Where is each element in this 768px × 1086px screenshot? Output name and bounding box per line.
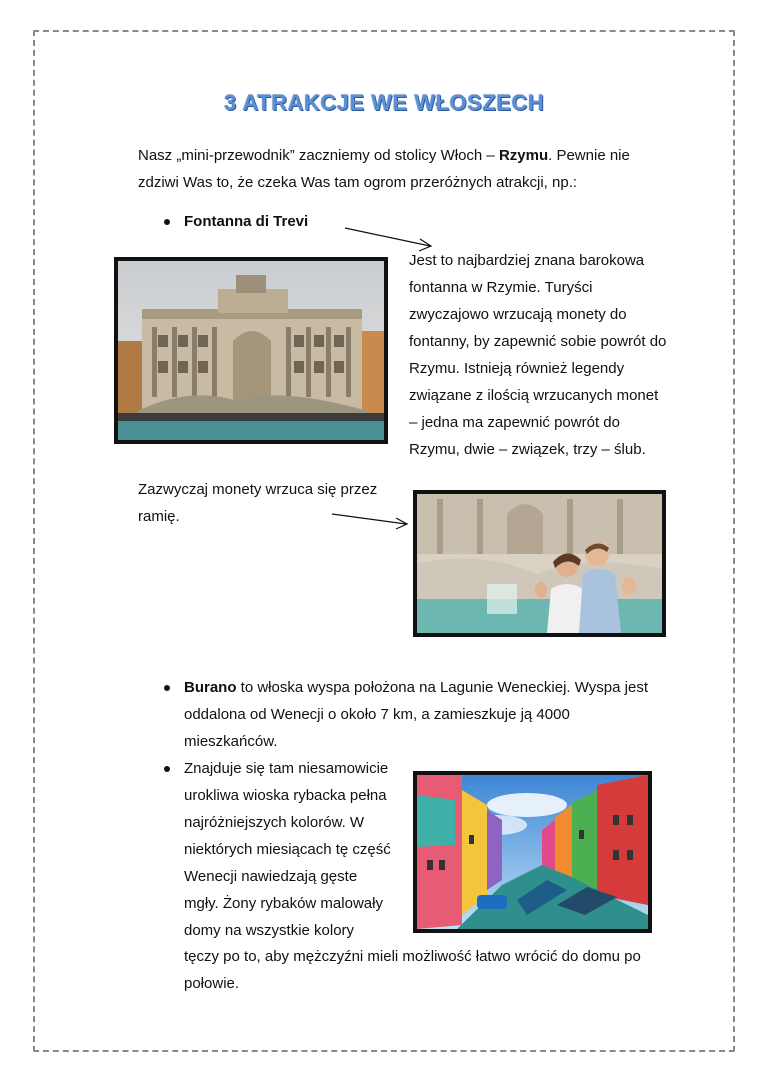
village-line: Znajduje się tam niesamowicie (184, 760, 389, 777)
trevi-line: zwyczajowo wrzucają monety do (409, 306, 627, 323)
village-line: Wenecji nawiedzają gęste (184, 868, 358, 885)
tourists-coin-image (417, 494, 662, 633)
burano-line-2: oddalona od Wenecji o około 7 km, a zamieszkuje ją 4000 (184, 706, 570, 723)
village-line: domy na wszystkie kolory (184, 922, 355, 939)
intro-bold-rome: Rzymu (498, 147, 549, 164)
bullet-icon (164, 685, 170, 691)
trevi-line: Rzymu, dwie – związek, trzy – ślub. (409, 441, 646, 458)
village-line: mgły. Żony rybaków malowały (184, 895, 383, 912)
trevi-fountain-photo (114, 257, 388, 444)
bullet-icon (164, 219, 170, 225)
trevi-heading (184, 208, 308, 235)
burano-canal-image (417, 775, 648, 929)
village-line: najróżniejszych kolorów. W (184, 814, 365, 831)
tail-line: tęczy po to, aby mężczyźni mieli możliwość łatwo wrócić do domu po (184, 948, 641, 965)
burano-bold: Burano (184, 679, 237, 696)
tourists-coin-photo (413, 490, 666, 637)
burano-paragraph (184, 674, 704, 755)
intro-text-after: . Pewnie nie zdziwi Was to, że czeka Was tam ogrom przeróżnych atrakcji, np.: (138, 147, 630, 191)
trevi-line: fontanny, by zapewnić sobie powrót do (409, 333, 667, 350)
village-line: niektórych miesiącach tę część (184, 841, 391, 858)
page-title: 3 ATRAKCJE WE WŁOSZECH (223, 90, 545, 115)
trevi-line: związane z ilością wrzucanych monet (409, 387, 659, 404)
trevi-line: – jedna ma zapewnić powrót do (409, 414, 620, 431)
burano-tail-text (184, 943, 724, 997)
trevi-line: Rzymu. Istnieją również legendy (409, 360, 625, 377)
arrow-icon (328, 508, 418, 532)
burano-line-1-rest: to włoska wyspa położona na Lagunie Weneckiej. Wyspa jest (236, 679, 648, 696)
bullet-icon (164, 766, 170, 772)
trevi-description (409, 247, 699, 463)
trevi-line: Jest to najbardziej znana barokowa (409, 252, 645, 269)
trevi-line: fontanna w Rzymie. Turyści (409, 279, 593, 296)
coin-line: Zazwyczaj monety wrzuca się przez (138, 481, 378, 498)
village-line: urokliwa wioska rybacka pełna (184, 787, 387, 804)
tail-line: połowie. (184, 975, 240, 992)
burano-line-3: mieszkańców. (184, 733, 278, 750)
burano-village-text (184, 755, 414, 944)
coin-line: ramię. (138, 508, 180, 525)
trevi-fountain-image (118, 261, 384, 440)
intro-text-before: Nasz „mini-przewodnik” zaczniemy od stolicy Włoch – (138, 147, 499, 164)
intro-paragraph (138, 142, 658, 196)
burano-line-1 (184, 674, 704, 701)
burano-canal-photo (413, 771, 652, 933)
trevi-heading-text: Fontanna di Trevi (184, 213, 309, 230)
